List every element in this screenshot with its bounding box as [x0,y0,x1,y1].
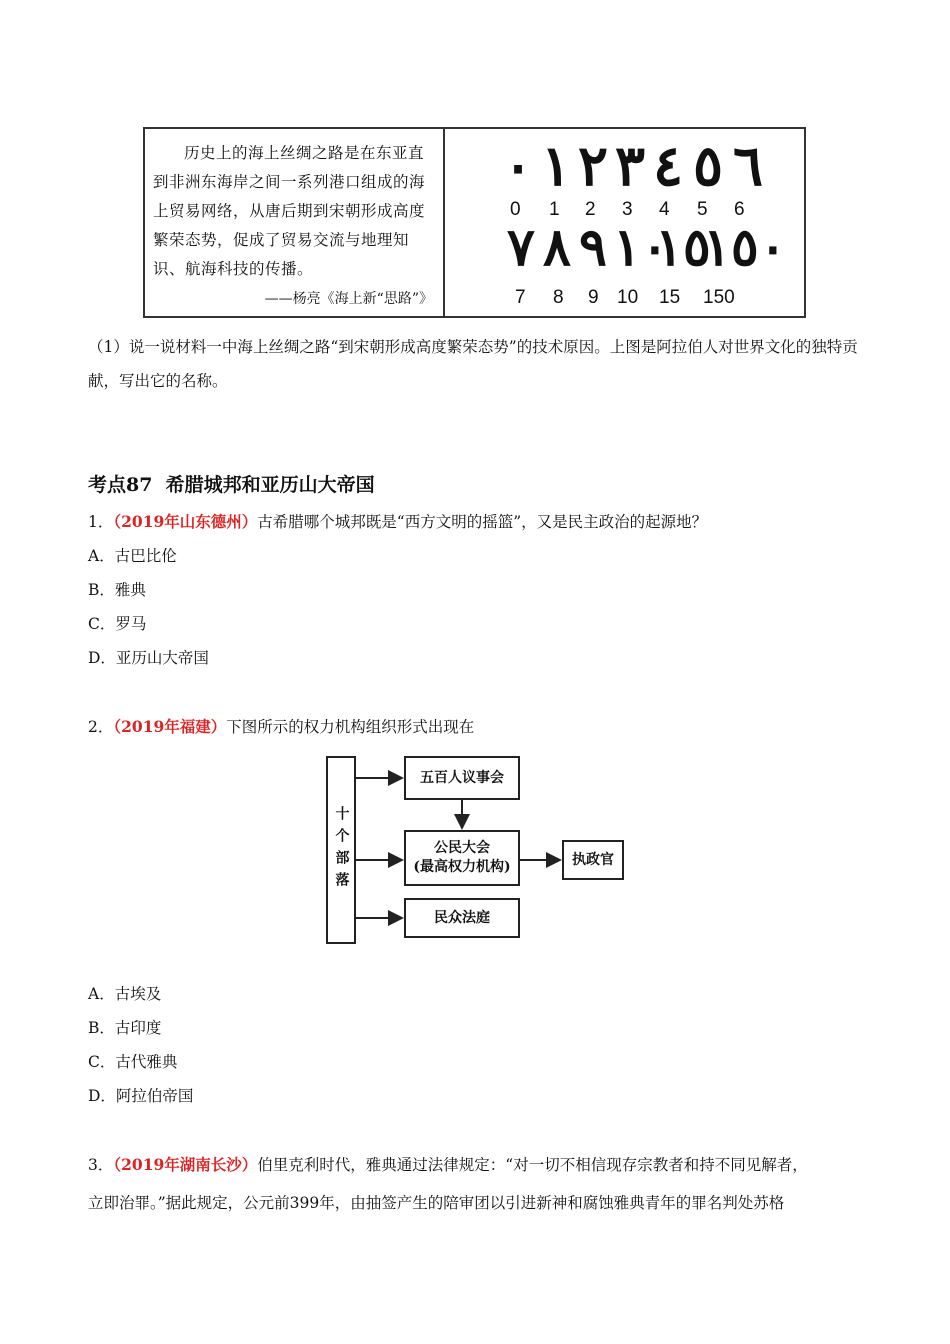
q3-source: （2019年湖南长沙） [113,1155,258,1174]
q1-option-a[interactable]: A．古巴比伦 [88,547,177,565]
q1-option-b[interactable]: B．雅典 [88,581,146,599]
digit: 8 [553,287,564,308]
digit: 0 [510,199,521,220]
q2-option-b[interactable]: B．古印度 [88,1019,162,1037]
digits-row-2 [445,287,804,311]
q2-option-a[interactable]: A．古埃及 [88,985,162,1003]
digit: 5 [697,199,708,220]
material-citation: ——杨亮《海上新“思路”》 [264,291,433,307]
material-text-panel [145,129,445,316]
q1-stem [88,505,868,539]
arabic-digit: ٠ [503,133,534,199]
q3-stem-line-1 [88,1148,888,1182]
arabic-digit: ٦ [733,133,764,199]
digit: 1 [549,199,560,220]
digit: 2 [585,199,596,220]
arabic-digit: ٥ [693,133,724,199]
digit: 150 [703,287,735,308]
q1-option-c[interactable]: C．罗马 [88,615,147,633]
digit: 7 [515,287,526,308]
q2-stem-text: 下图所示的权力机构组织形式出现在 [226,718,475,736]
q3-stem-line-2: 立即治罪。”据此规定，公元前399年，由抽签产生的陪审团以引进新神和腐蚀雅典青年的罪名判处苏格 [88,1194,785,1212]
q1-source: （2019年山东德州） [113,512,258,531]
digit: 9 [588,287,599,308]
digit: 3 [622,199,633,220]
arabic-digit: ٤ [653,133,684,199]
magistrate-box: 执政官 [562,840,624,880]
digit: 10 [617,287,639,308]
q2-option-c[interactable]: C．古代雅典 [88,1053,178,1071]
material-text: 历史上的海上丝绸之路是在东亚直到非洲东海岸之间一系列港口组成的海上贸易网络，从唐后期到宋朝形成高度繁荣态势，促成了贸易交流与地理知识、航海科技的传播。 [153,144,426,278]
q2-option-d[interactable]: D．阿拉伯帝国 [88,1087,194,1105]
q1-stem-text: 古希腊哪个城邦既是“西方文明的摇篮”，又是民主政治的起源地？ [257,513,708,531]
q3-stem-text: 伯里克利时代，雅典通过法律规定：“对一切不相信现存宗教者和持不同见解者， [257,1156,808,1174]
q2-number: 2． [88,718,114,736]
arabic-digit: ٨ [543,217,571,278]
arabic-digit: ٢ [578,133,609,199]
tribes-label: 十个部落 [333,806,350,894]
arabic-numerals-row-1 [445,133,804,203]
assembly-sublabel: (最高权力机构) [413,859,511,875]
arabic-digit: ١٥ [655,217,711,278]
section-heading: 考点87 希腊城邦和亚历山大帝国 [88,474,375,496]
question-1-prompt: （1）说一说材料一中海上丝绸之路“到宋朝形成高度繁荣态势”的技术原因。上图是阿拉伯人对世界文化的独特贡献，写出它的名称。 [88,338,858,390]
arabic-numerals-panel [445,129,804,316]
material-box [143,127,806,318]
council-box: 五百人议事会 [404,756,520,800]
arabic-digit: ١ [541,133,572,199]
q1-number: 1． [88,513,114,531]
digit: 4 [659,199,670,220]
q1-option-d[interactable]: D．亚历山大帝国 [88,649,209,667]
arabic-digit: ٧ [507,217,535,278]
digit: 6 [734,199,745,220]
q2-stem [88,710,868,744]
power-structure-diagram [320,752,630,948]
arabic-digit: ١٠ [613,217,669,278]
digit: 15 [659,287,681,308]
arabic-digit: ٣ [615,133,646,199]
q3-number: 3． [88,1156,114,1174]
q2-source: （2019年福建） [113,717,227,736]
arabic-digit: ١٥٠ [703,217,787,278]
arabic-numerals-row-2 [445,217,804,285]
court-box: 民众法庭 [404,898,520,938]
arabic-digit: ٩ [579,217,607,278]
diagram-arrows [320,752,630,948]
assembly-label: 公民大会 [434,840,490,856]
